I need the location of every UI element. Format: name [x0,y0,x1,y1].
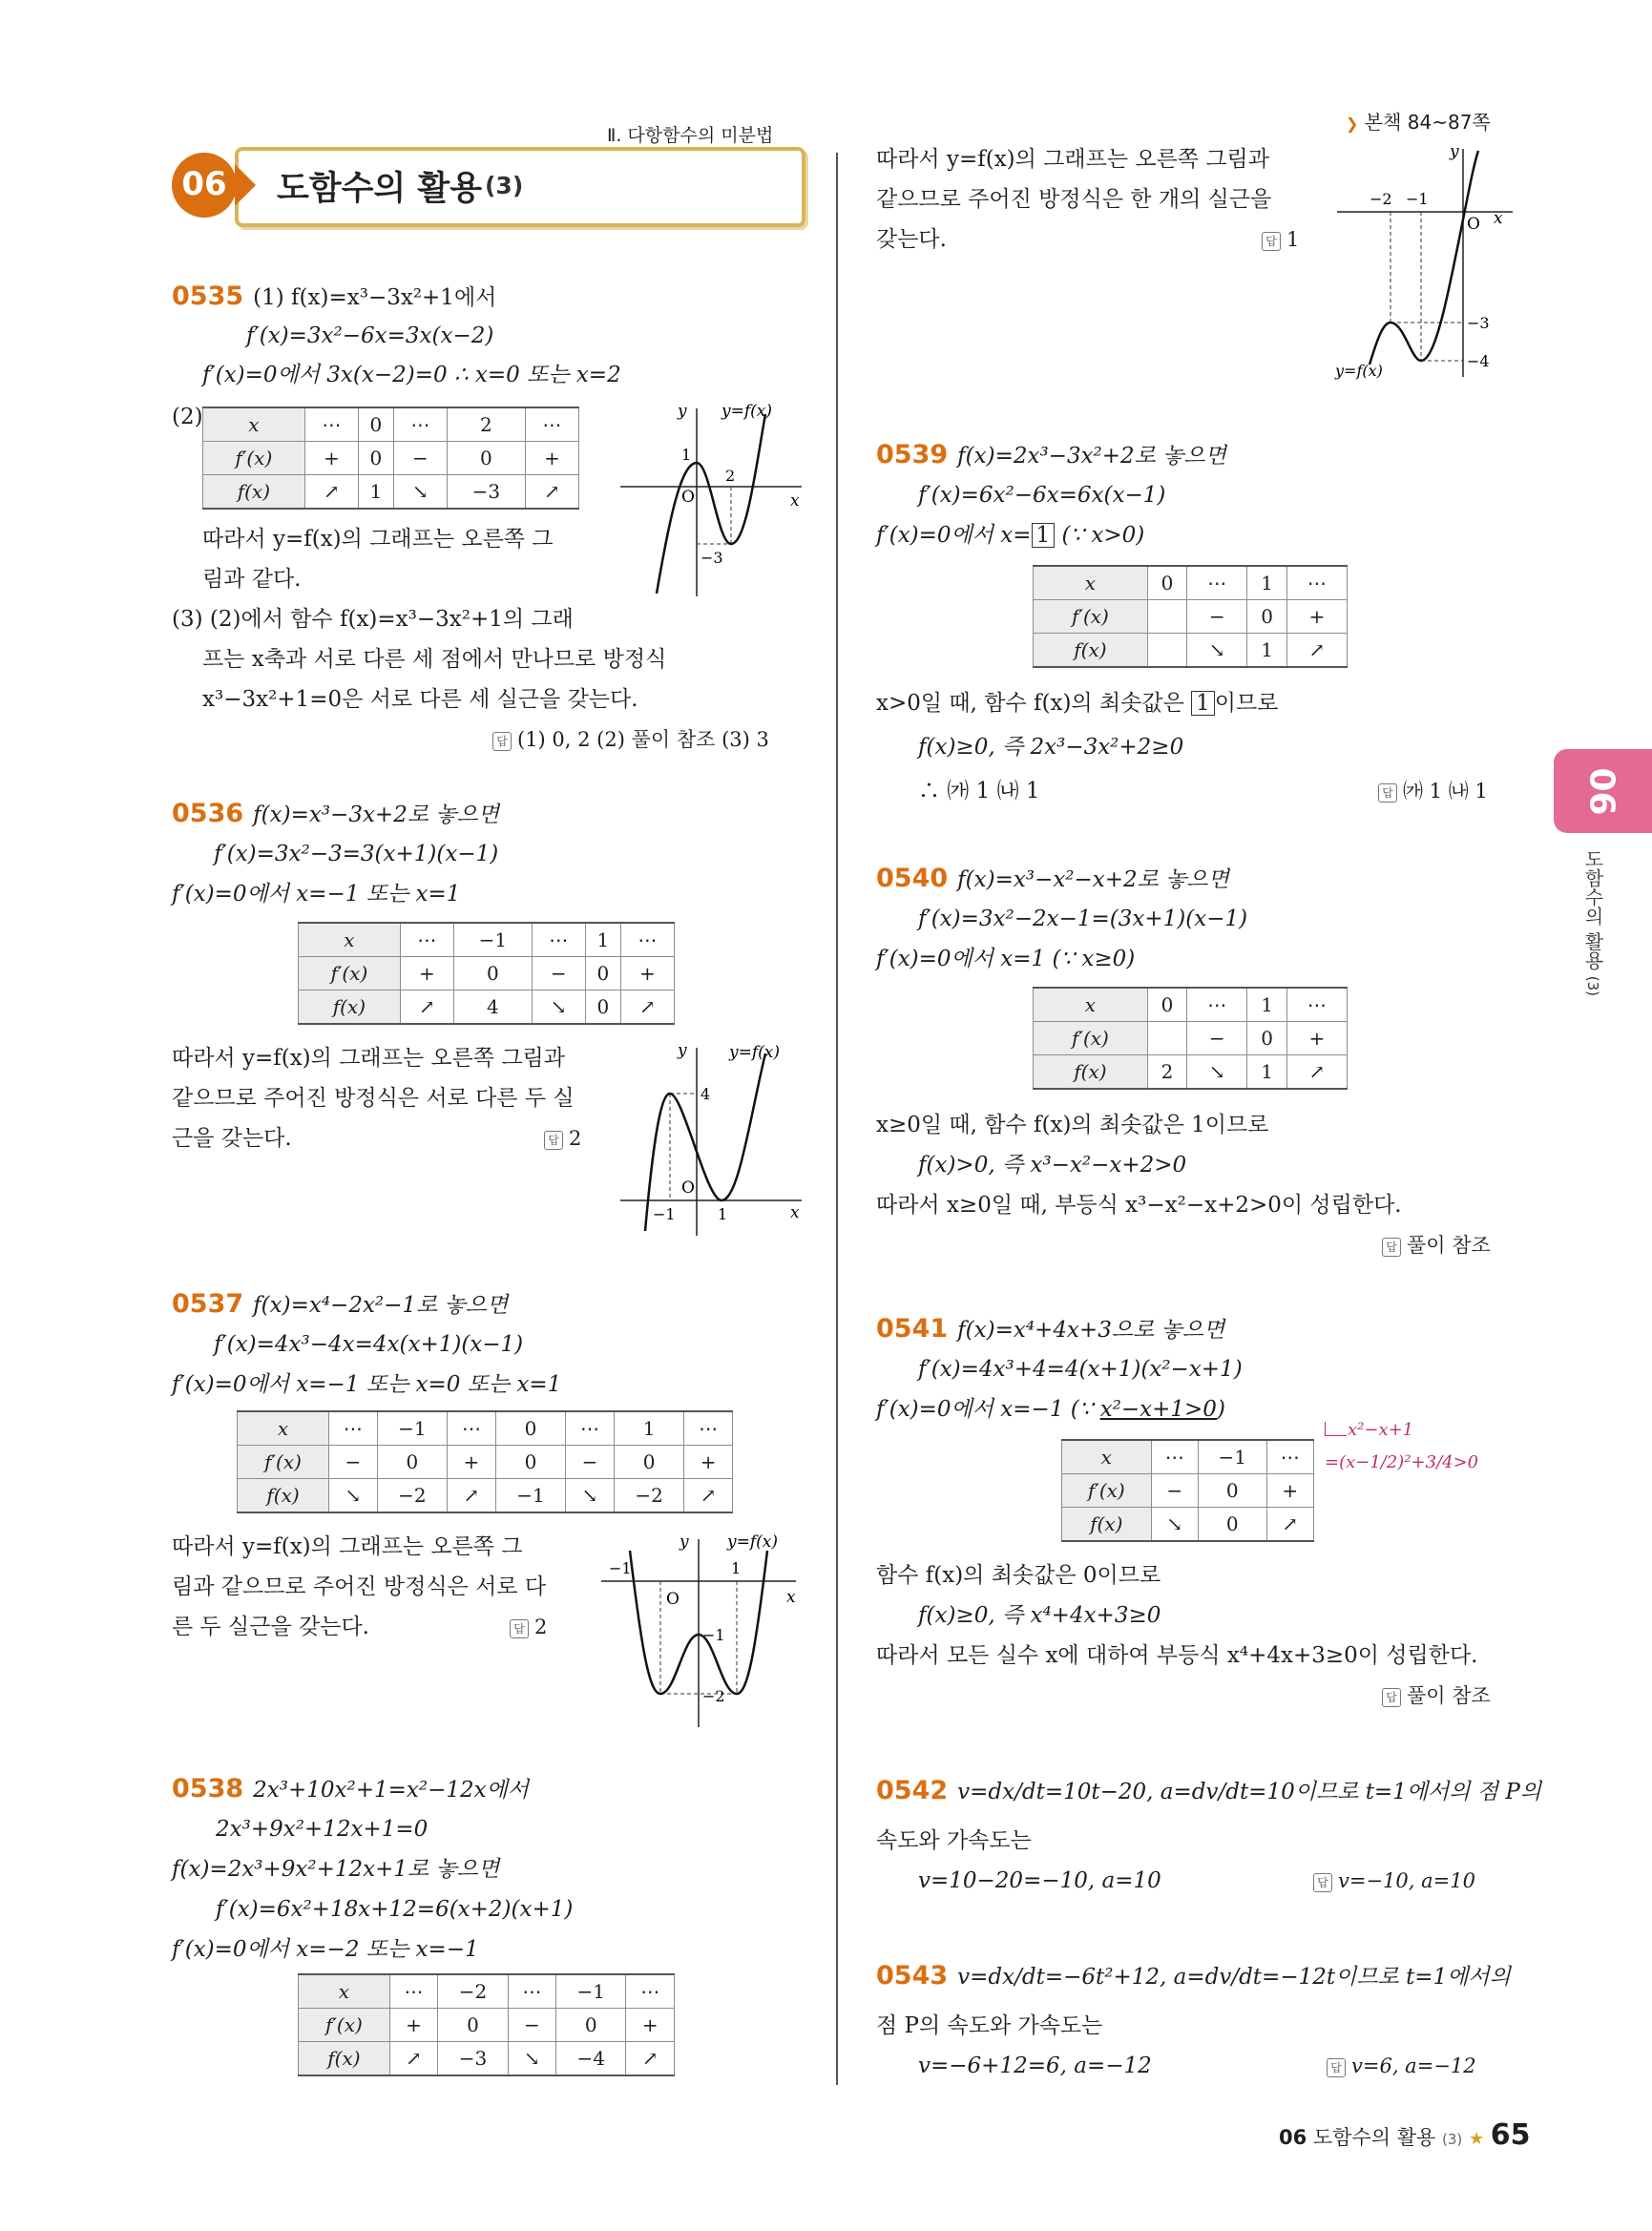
table-cell: − [1187,1022,1247,1055]
table-cell: ↘ [393,475,447,510]
table-cell: f(x) [1034,1055,1148,1090]
table-cell: x [1062,1440,1152,1474]
table-cell: 0 [614,1446,683,1479]
table-cell: − [508,2009,556,2042]
table-cell: ⋯ [1187,988,1247,1022]
table-cell: + [1286,1022,1347,1055]
value-label: −2 [702,1687,725,1705]
table-cell: x [299,923,401,957]
table-cell: ⋯ [304,407,358,442]
table-cell: 1 [1247,1055,1286,1090]
table-cell: ↗ [1286,634,1347,668]
value-label: −4 [1467,352,1490,370]
graph-0535 [611,401,821,601]
line: f(x)>0, 즉 x³−x²−x+2>0 [918,1153,1187,1178]
table-cell: x [203,407,305,442]
side-tab: 06 [1554,749,1652,833]
value-label: 1 [718,1205,728,1223]
table-cell: f′(x) [299,2009,390,2042]
table-cell: 1 [1247,634,1286,668]
table-cell: −4 [556,2042,626,2076]
table-cell: ⋯ [1187,566,1247,600]
table-cell: −2 [438,1974,508,2009]
table-cell: 0 [453,957,532,990]
book-reference: ❯ 본책 84~87쪽 [1346,111,1491,134]
badge-arrow [235,164,256,206]
line: 른 두 실근을 갖는다. 답 2 [172,1615,548,1639]
line: (3) (2)에서 함수 f(x)=x³−3x²+1의 그래 [172,607,574,632]
table-cell: f(x) [1034,634,1148,668]
answer-icon: 답 [1313,1873,1332,1892]
table-cell: −3 [448,475,526,510]
problem-0541: 0541 f(x)=x⁴+4x+3으로 놓으면 [876,1314,1225,1344]
line: 2x³+9x²+12x+1=0 [216,1817,429,1842]
line: f′(x)=6x²+18x+12=6(x+2)(x+1) [216,1897,574,1922]
problem-0540: 0540 f(x)=x³−x²−x+2로 놓으면 [876,864,1229,893]
table-cell: −1 [453,923,532,957]
line: 같으므로 주어진 방정식은 서로 다른 두 실 [172,1086,575,1111]
variation-table [298,1973,675,2076]
table-cell: 4 [453,990,532,1025]
table-row [1034,600,1348,634]
table-cell: ↗ [448,1479,496,1513]
table-cell: − [393,442,447,475]
axis-y-label: y [678,402,687,421]
section-number-badge: 06 [172,153,237,218]
graph-0537 [592,1532,811,1732]
table-cell: 1 [1247,988,1286,1022]
table-cell: ⋯ [1151,1440,1198,1474]
table-cell: 0 [358,442,393,475]
table-row [299,1974,675,2009]
value-label: 1 [731,1559,742,1577]
line: f′(x)=0에서 x=−1 또는 x=0 또는 x=1 [172,1372,562,1397]
table-cell: ↗ [525,475,578,510]
problem-0535: 0535 (1) f(x)=x³−3x²+1에서 [172,281,497,311]
table-cell: ⋯ [566,1411,615,1446]
axis-y-label: y [1450,143,1459,161]
line: f(x)≥0, 즉 x⁴+4x+3≥0 [918,1603,1161,1628]
axis-y-label: y [680,1533,689,1552]
answer-icon: 답 [1262,232,1281,251]
table-cell: ↘ [1151,1508,1198,1542]
table-cell: + [400,957,453,990]
table-cell: + [525,442,578,475]
problem-0536: 0536 f(x)=x³−3x+2로 놓으면 [172,799,500,828]
table-cell: x [299,1974,390,2009]
curve-label: y=f(x) [1335,362,1383,380]
table-cell: ↘ [508,2042,556,2076]
line: 따라서 y=f(x)의 그래프는 오른쪽 그 [202,527,554,552]
table-cell [1147,1022,1186,1055]
answer-icon: 답 [1327,2058,1346,2077]
line: 함수 f(x)의 최솟값은 0이므로 [876,1563,1161,1588]
answer-0541: 답 풀이 참조 [1382,1681,1491,1710]
table-cell: x [1034,566,1148,600]
graph-0536 [611,1040,821,1241]
table-cell: f(x) [238,1479,329,1513]
origin-label: O [681,1178,695,1198]
table-cell: −3 [438,2042,508,2076]
table-cell: f′(x) [1034,600,1148,634]
origin-label: O [681,488,695,507]
line: f′(x)=0에서 x=−1 또는 x=1 [172,882,461,907]
problem-0538: 0538 2x³+10x²+1=x²−12x에서 [172,1774,530,1804]
line: f′(x)=6x²−6x=6x(x−1) [918,483,1166,508]
line: f′(x)=4x³+4=4(x+1)(x²−x+1) [918,1357,1243,1382]
variation-table [1033,987,1348,1090]
table-row [238,1479,733,1513]
answer-0542: 답 v=−10, a=10 [1313,1866,1475,1895]
star-icon: ★ [1468,2129,1485,2149]
line: 림과 같으므로 주어진 방정식은 서로 다 [172,1574,547,1599]
table-cell [1147,600,1186,634]
table-cell: ↗ [626,2042,675,2076]
line: 점 P의 속도와 가속도는 [876,2013,1103,2038]
table-cell: − [532,957,585,990]
axis-x-label: x [790,1203,800,1222]
line: f′(x)=0에서 x=−2 또는 x=−1 [172,1937,479,1962]
answer-icon: 답 [1382,1238,1401,1257]
table-cell: ⋯ [508,1974,556,2009]
table-cell: ⋯ [525,407,578,442]
table-cell: 1 [1247,566,1286,600]
line: 따라서 x≥0일 때, 부등식 x³−x²−x+2>0이 성립한다. [876,1193,1402,1218]
table-cell: ⋯ [389,1974,438,2009]
table-cell: ↗ [400,990,453,1025]
graph-0538 [1331,143,1522,382]
table-cell [1147,634,1186,668]
table-cell: 0 [1147,988,1186,1022]
line: f′(x)=0에서 x= 1 (∵ x>0) [876,523,1145,548]
table-cell: 0 [358,407,393,442]
table-row [299,2042,675,2076]
line: 따라서 y=f(x)의 그래프는 오른쪽 그림과 [876,147,1269,172]
table-cell: 0 [495,1446,565,1479]
table-cell: 0 [438,2009,508,2042]
variation-table [1033,565,1348,668]
table-cell: ↗ [1266,1508,1313,1542]
table-cell: ⋯ [329,1411,378,1446]
table-row [203,475,579,510]
table-cell: + [448,1446,496,1479]
table-cell: ↘ [329,1479,378,1513]
table-row [203,442,579,475]
table-cell: f(x) [299,990,401,1025]
line: v=10−20=−10, a=10 [918,1868,1161,1893]
note-text: =(x−1/2)²+3/4>0 [1325,1452,1479,1472]
table-row [203,407,579,442]
table-cell: f(x) [299,2042,390,2076]
table-cell: f(x) [203,475,305,510]
table-cell: ↘ [566,1479,615,1513]
problem-0542: 0542 v=dx/dt=10t−20, a=dv/dt=10이므로 t=1에서의 점 P의 [876,1776,1542,1805]
line: 따라서 y=f(x)의 그래프는 오른쪽 그 [172,1534,523,1559]
column-divider [836,153,838,2085]
line: 속도와 가속도는 [876,1828,1032,1853]
axis-y-label: y [678,1041,687,1060]
answer-icon: 답 [1382,1688,1401,1707]
table-row [238,1446,733,1479]
table-row [1062,1508,1314,1542]
table-cell: ⋯ [1266,1440,1313,1474]
table-cell: f′(x) [299,957,401,990]
note-text: x²−x+1 [1348,1420,1414,1440]
answer-icon: 답 [544,1131,563,1150]
problem-0537: 0537 f(x)=x⁴−2x²−1로 놓으면 [172,1289,509,1319]
chevron-right-icon: ❯ [1346,115,1359,133]
line: f′(x)=3x²−2x−1=(3x+1)(x−1) [918,907,1248,931]
table-cell: ↗ [389,2042,438,2076]
line: f′(x)=3x²−6x=3x(x−2) [246,323,494,348]
table-cell: −1 [495,1479,565,1513]
line: 림과 같다. [202,567,302,592]
answer-0539: 답 ㈎ 1 ㈏ 1 [1378,777,1488,805]
table-cell: 0 [1247,600,1286,634]
table-row [1062,1474,1314,1508]
table-row [1062,1440,1314,1474]
axis-x-label: x [786,1588,796,1607]
table-row [238,1411,733,1446]
curve-label: y=f(x) [727,1533,778,1552]
table-cell: ↗ [304,475,358,510]
table-cell: − [566,1446,615,1479]
value-label: −1 [653,1205,676,1223]
table-cell: − [329,1446,378,1479]
answer-icon: 답 [1378,783,1397,803]
curve-label: y=f(x) [721,402,772,421]
table-cell: ⋯ [1286,566,1347,600]
line: f′(x)=0에서 x=−1 (∵ x²−x+1>0) [876,1397,1225,1422]
table-cell: ⋯ [448,1411,496,1446]
table-cell: ↗ [684,1479,733,1513]
value-label: −3 [1467,314,1490,332]
answer-0543: 답 v=6, a=−12 [1327,2052,1476,2080]
variation-table [298,922,675,1025]
page-number: 65 [1490,2118,1531,2152]
problem-0543: 0543 v=dx/dt=−6t²+12, a=dv/dt=−12t이므로 t=1에서의 [876,1961,1511,1991]
section-title: 도함수의 활용 [277,170,483,208]
line: f′(x)=0에서 3x(x−2)=0 ∴ x=0 또는 x=2 [202,363,621,387]
section-title-banner [235,147,805,227]
table-cell: −1 [1198,1440,1266,1474]
answer-icon: 답 [492,732,512,751]
value-label: 1 [681,446,692,464]
table-cell: 0 [1198,1508,1266,1542]
table-row [1034,1055,1348,1090]
table-row [1034,566,1348,600]
table-cell: −2 [377,1479,447,1513]
curve-label: y=f(x) [729,1043,780,1062]
line: 따라서 y=f(x)의 그래프는 오른쪽 그림과 [172,1046,565,1071]
table-cell: 0 [1198,1474,1266,1508]
origin-label: O [1467,215,1480,234]
answer-0540: 답 풀이 참조 [1382,1231,1491,1260]
table-cell: 1 [614,1411,683,1446]
line: f′(x)=0에서 x=1 (∵ x≥0) [876,947,1136,971]
table-cell: −1 [556,1974,626,2009]
table-cell: + [626,2009,675,2042]
variation-table [237,1410,733,1513]
chapter-label: Ⅱ. 다항함수의 미분법 [607,125,774,146]
line: 같으므로 주어진 방정식은 한 개의 실근을 [876,187,1272,212]
section-subtitle: (3) [485,172,524,199]
table-cell: x [238,1411,329,1446]
line: (2) [172,405,203,429]
table-cell: ⋯ [532,923,585,957]
table-cell: + [304,442,358,475]
footer: 06 도함수의 활용 (3) ★ 65 [1279,2118,1531,2152]
table-row [1034,634,1348,668]
table-cell: f′(x) [203,442,305,475]
table-cell: ⋯ [1286,988,1347,1022]
table-cell: 0 [556,2009,626,2042]
table-cell: 0 [495,1411,565,1446]
table-row [299,2009,675,2042]
table-row [299,990,675,1025]
table-cell: 1 [358,475,393,510]
line: f(x)=2x³+9x²+12x+1로 놓으면 [172,1857,500,1882]
table-cell: ↘ [1187,634,1247,668]
table-cell: 0 [377,1446,447,1479]
value-label: −1 [702,1626,725,1644]
line: ∴ ㈎ 1 ㈏ 1 [918,779,1040,803]
table-cell: 0 [448,442,526,475]
value-label: −3 [701,549,723,567]
axis-x-label: x [790,491,800,511]
line: 프는 x축과 서로 다른 세 점에서 만나므로 방정식 [202,647,667,672]
line: 갖는다. 답 1 [876,227,1300,252]
value-label: 2 [725,467,736,485]
variation-table [202,407,579,510]
line: f(x)≥0, 즉 2x³−3x²+2≥0 [918,735,1184,760]
table-cell: 0 [1247,1022,1286,1055]
table-cell: + [1286,600,1347,634]
table-cell: 2 [1147,1055,1186,1090]
line: x³−3x²+1=0은 서로 다른 세 실근을 갖는다. [202,687,638,712]
table-cell: −2 [614,1479,683,1513]
value-label: 4 [701,1085,711,1103]
table-cell: 2 [448,407,526,442]
table-cell: − [1187,600,1247,634]
line: f′(x)=3x²−3=3(x+1)(x−1) [214,842,499,866]
value-label: −2 [1370,190,1392,208]
table-cell: − [1151,1474,1198,1508]
line: v=−6+12=6, a=−12 [918,2054,1152,2078]
table-row [299,923,675,957]
axis-x-label: x [1494,209,1503,228]
origin-label: O [666,1590,680,1609]
value-label: −1 [1406,190,1429,208]
table-cell: ⋯ [684,1411,733,1446]
table-cell: + [1266,1474,1313,1508]
table-cell: + [684,1446,733,1479]
table-cell: 0 [585,990,620,1025]
side-tab-title: 도함수의 활용 (3) [1581,849,1604,996]
table-cell: ⋯ [620,923,674,957]
line: 따라서 모든 실수 x에 대하여 부등식 x⁴+4x+3≥0이 성립한다. [876,1643,1478,1668]
table-cell: ↘ [1187,1055,1247,1090]
line: f′(x)=4x³−4x=4x(x+1)(x−1) [214,1332,524,1357]
line: 근을 갖는다. 답 2 [172,1126,582,1151]
table-cell: 0 [1147,566,1186,600]
line: x≥0일 때, 함수 f(x)의 최솟값은 1이므로 [876,1113,1269,1137]
table-cell: + [620,957,674,990]
line: x>0일 때, 함수 f(x)의 최솟값은 1 이므로 [876,691,1279,716]
table-cell: 1 [585,923,620,957]
table-cell: ↘ [532,990,585,1025]
table-row [1034,988,1348,1022]
value-label: −1 [609,1559,632,1577]
table-cell: ↗ [1286,1055,1347,1090]
variation-table [1061,1439,1314,1542]
table-cell: f′(x) [1034,1022,1148,1055]
table-cell: f′(x) [238,1446,329,1479]
table-cell: ↗ [620,990,674,1025]
table-row [299,957,675,990]
answer-icon: 답 [510,1619,529,1638]
table-cell: + [389,2009,438,2042]
table-cell: −1 [377,1411,447,1446]
table-cell: x [1034,988,1148,1022]
table-row [1034,1022,1348,1055]
table-cell: 0 [585,957,620,990]
note-connector [1325,1422,1347,1436]
table-cell: f(x) [1062,1508,1152,1542]
table-cell: ⋯ [626,1974,675,2009]
table-cell: ⋯ [393,407,447,442]
problem-0539: 0539 f(x)=2x³−3x²+2로 놓으면 [876,440,1226,469]
table-cell: f′(x) [1062,1474,1152,1508]
answer-0535: 답 (1) 0, 2 (2) 풀이 참조 (3) 3 [492,725,769,754]
table-cell: ⋯ [400,923,453,957]
